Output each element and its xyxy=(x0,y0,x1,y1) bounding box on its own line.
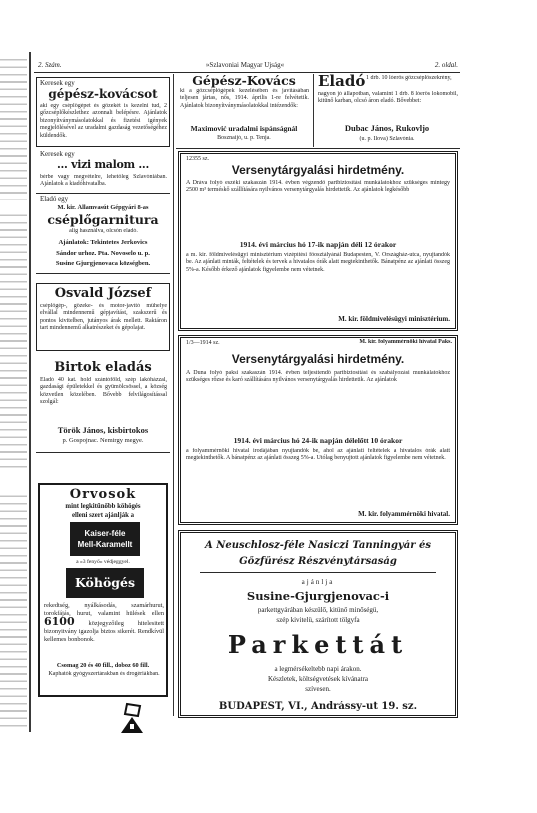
body-text: rekedtség, nyálkásodás, szamárhurut, torokfájás, hurut, valamint hülések ellen xyxy=(44,602,164,617)
contact-line: Susine Gjurgjenovaca községben. xyxy=(55,260,151,267)
divider-rule xyxy=(176,148,460,149)
ad-birtok-contact-name: Török János, kisbirtokos xyxy=(57,425,149,435)
trademark-note: a »3 fenyő« védjeggyel. xyxy=(76,559,130,565)
ad-cseplo-contact xyxy=(36,238,170,271)
notice-signature: M. kir. földmivelésügyi minisztérium. xyxy=(338,315,450,323)
ad-cseplo-subtitle: M. kir. Államvasút Gépgyári 8-as xyxy=(57,204,149,211)
product-name: Parkettát xyxy=(227,630,409,659)
notice-number: 12355 sz. xyxy=(186,156,209,162)
ad-elado-body: nagyon jó állapotban, valamint 1 drb. 8 lóerős lokomobil, kitünő karban, olcsó áron eladó. Bővebbet: xyxy=(318,91,458,105)
newspaper-title: »Szlavoniai Magyar Ujság« xyxy=(205,61,285,69)
ad-orvosok-body xyxy=(44,602,164,660)
ad-elado-title: Eladó xyxy=(318,72,366,90)
offer-verb: ajánlja xyxy=(301,578,335,586)
divider-rule xyxy=(36,273,170,274)
ad-orvosok-line: mint legkitűnőbb köhögés xyxy=(65,503,141,510)
notice-body: a folyammérnöki hivatal irodájában nyujtandók be, ahol az ajánlati feltételek a hivatalos órák alatt megtekinthetők. A bánatpénz az ajánlati összeg 5%-a. Utólag benyujtott ajánlatok figyelembe nem vétetnek. xyxy=(186,448,450,462)
body-text: közjegyzőileg hitelesitett bizonyitvány igazolja biztos sikerét. Rendkívül kellemes bonbonok. xyxy=(44,620,164,643)
ad-birtok-contact-address: p. Gospojnac. Nemirgy megye. xyxy=(62,437,144,444)
notice-title: Versenytárgyalási hirdetmény. xyxy=(231,352,405,366)
divider-rule xyxy=(36,193,170,194)
kohoges-brand-block: Köhögés xyxy=(66,568,144,598)
ad-malom-body: bérbe vagy megvételre, lehetőleg Szlavóniában. Ajánlatok a kiadóhivatalba. xyxy=(40,174,167,188)
ad-osvald-body: cséplőgép-, gőzeke- és motor-javító műhelye elvállal mindennemű gépjavítást, szakszerű és pontos kivitelben, jutányos árak mellett. Raktáron tart mindennemű alkatrészeket és gépolajat. xyxy=(40,303,167,332)
adjacent-page-gap xyxy=(0,470,27,490)
divider-rule xyxy=(200,572,436,573)
certificate-count: 6100 xyxy=(44,615,75,628)
page-number: 2. oldal. xyxy=(434,61,458,69)
offer-line: szívesen. xyxy=(305,685,331,693)
ad-malom-title: ... vizi malom ... xyxy=(57,158,149,171)
notice-signature: M. kir. folyammérnöki hivatal. xyxy=(358,510,450,518)
notice-body: a m. kir. földmivelésügyi minisztérium vízépítési főosztályánál Budapesten, V. Országház-utca, nyujtandók be. Az ajánlati minták, feltételek és tervek a hivatalos órák alatt megtekinthetők. Bánatpénz az ajánlati összeg 5%-a. Később érkező ajánlatok figyelembe nem vétetnek. xyxy=(186,252,450,273)
ad-orvosok-title: Orvosok xyxy=(69,487,137,502)
product-description xyxy=(178,605,458,626)
ad-osvald-title: Osvald József xyxy=(54,286,152,301)
adjacent-page-gap xyxy=(0,200,27,214)
ad-orvosok-line: elleni szert ajánlják a xyxy=(71,512,135,519)
notice-number: 1/3—1914 sz. xyxy=(186,340,220,346)
notice-deadline: 1914. évi március hó 17-ik napján déli 12 órakor xyxy=(239,240,397,249)
offer-line: Készletek, költségvetések kívánatra xyxy=(267,675,369,683)
ad-gepesz-contact: Maximović uradalmi ispánságnál xyxy=(190,124,298,133)
ad-kovacs-intro: Keresek egy xyxy=(40,79,75,87)
contact-line: Sándor urhoz. Pta. Novoselo u. p. xyxy=(56,249,150,257)
brand-product: Mell-Karamellt xyxy=(77,540,133,549)
ad-orvosok-availability: Kaphatók gyógyszertárakban és drogériákban. xyxy=(48,671,160,677)
adjacent-page-strip xyxy=(0,56,27,728)
ad-cseplo-body: alig használva, olcsón eladó. xyxy=(69,228,138,234)
contact-line: Ajánlatok: Tekintetes Jerkovics xyxy=(58,239,148,246)
description-line: parkettgyárában készülő, kitünő minőségü, xyxy=(257,606,379,614)
issue-number: 2. Szám. xyxy=(38,61,62,69)
ad-gepesz-body: ki a gőzcséplőgépek kezelésében és javításában teljesen jártas, nős, 1914. április 1-re felvétetik. Ajánlatok bizonyítványmásolatokkal intézendők: xyxy=(180,88,309,109)
notice-issuer-header: M. kir. folyammérnöki hivatal Paks. xyxy=(359,339,452,345)
offer-line: a legmérsékeltebb napi árakon. xyxy=(274,665,362,673)
notice-body: A Duna folyó paksi szakaszán 1914. évben teljesítendő partbiztosítási és szabályozási munkálatokhoz szükséges rőzse és karó szállítására nyilvános versenytárgyalás hirdettetik. Az ajánlatok xyxy=(186,370,450,384)
ad-gepesz-address: Bosznaijó, u. p. Tenja. xyxy=(217,135,271,141)
kaiser-brand-block xyxy=(70,522,140,556)
factory-location: Susine-Gjurgjenovac-i xyxy=(246,589,390,603)
ad-kovacs-title: gépész-kovácsot xyxy=(48,87,158,101)
ad-elado-address: (u. p. Ilova) Szlavónia. xyxy=(359,136,415,142)
ad-cseplo-title: cséplőgarnitura xyxy=(47,212,159,227)
notice-deadline: 1914. évi március hó 24-ik napján délelőtt 10 órakor xyxy=(233,436,403,445)
column-divider xyxy=(173,74,174,716)
ad-malom-intro: Keresek egy xyxy=(40,150,75,158)
notice-title: Versenytárgyalási hirdetmény. xyxy=(231,163,405,177)
library-stamp-icon xyxy=(118,702,146,734)
ad-kovacs-body: aki egy cséplőgépet és gőzekét is kezelni tud, 2 gőzcséplőkészlethez azonnali belépésre. Ajánlatok bizonyítványmásolatokkal és fizetési igények megjelölésével az uradalmi gazdaság vezetőségéhez küldendők. xyxy=(40,103,167,139)
divider-rule xyxy=(36,452,170,453)
description-line: szép kivitelü, szárított tölgyfa xyxy=(276,616,360,624)
company-name: Gőzfűrész Részvénytársaság xyxy=(239,556,397,567)
ad-elado-body: 1 drb. 10 lóerős gőzcséplőszekrény, xyxy=(366,75,452,81)
offer-details xyxy=(178,664,458,696)
ad-orvosok-price: Csomag 20 és 40 fill., doboz 60 fill. xyxy=(56,662,150,669)
company-name: A Neuschlosz-féle Nasiczi Tanningyár és xyxy=(205,540,431,551)
company-address: BUDAPEST, VI., Andrássy-ut 19. sz. xyxy=(218,701,418,712)
brand-name: Kaiser-féle xyxy=(84,529,126,538)
ad-cseplo-intro: Eladó egy xyxy=(40,195,69,203)
page-fold-line xyxy=(29,52,31,732)
ad-birtok-body: Eladó 40 kat. hold szántóföld, szép lakóházzal, gazdasági épületekkel és gyümölcsössel, a község közvetlen közelében. Bővebb felvilágosítással szolgál: xyxy=(40,377,167,406)
ad-elado-contact: Dubac János, Rukovljo xyxy=(344,123,430,133)
notice-body: A Dráva folyó eszéki szakaszán 1914. évben végzendő partbiztosítási munkálatokhoz szükséges mintegy 2500 m³ terméskő szállítására nyilvános versenytárgyalás hirdettetik. Az ajánlatok legkésőbb xyxy=(186,180,450,194)
ad-gepesz-title: Gépész-Kovács xyxy=(192,73,296,88)
ad-birtok-title: Birtok eladás xyxy=(54,360,152,375)
